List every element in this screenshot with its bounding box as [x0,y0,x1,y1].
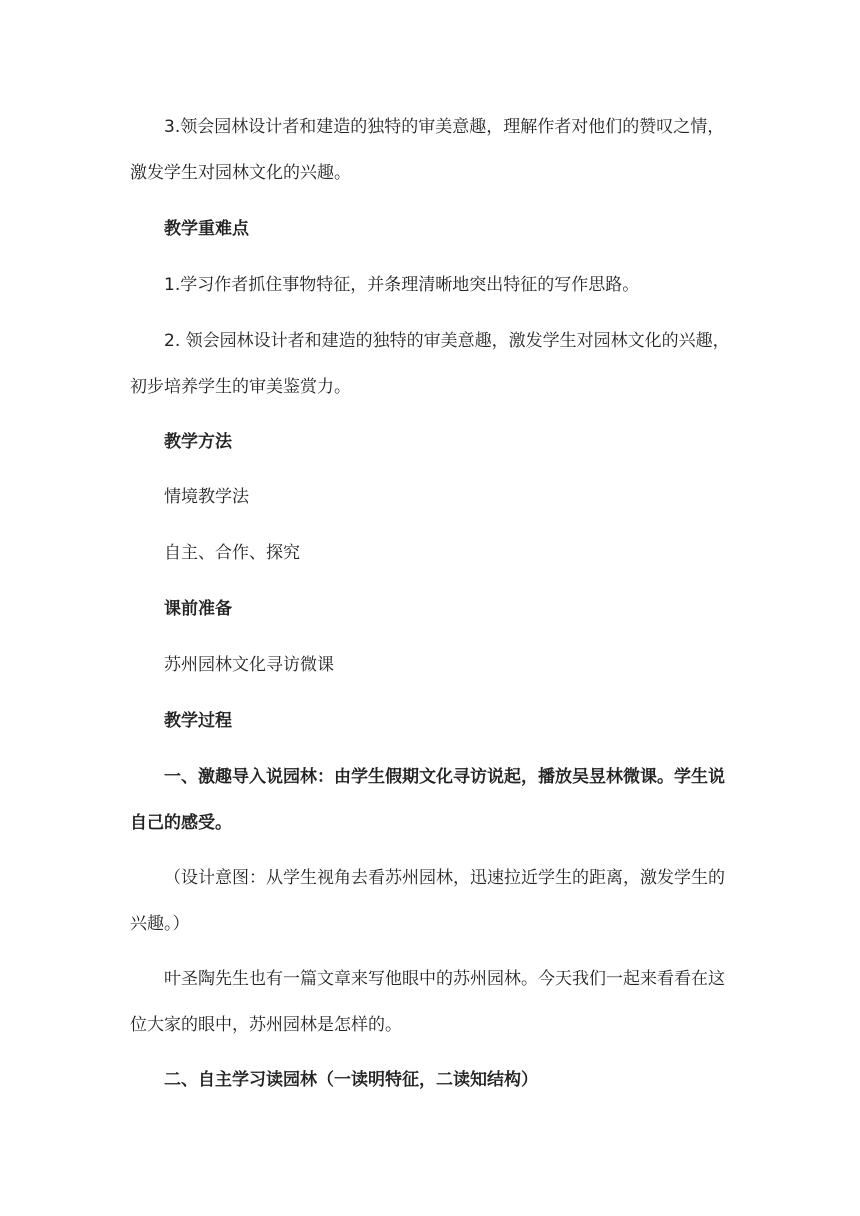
text-line: 3.领会园林设计者和建造的独特的审美意趣，理解作者对他们的赞叹之情， [164,117,725,137]
paragraph-method-2 [130,530,734,576]
text-line: 初步培养学生的审美鉴赏力。 [130,377,351,397]
text-line: 二、自主学习读园林（一读明特征，二读知结构） [164,1070,538,1090]
text-line: 激发学生对园林文化的兴趣。 [130,163,351,183]
paragraph-step-1 [130,754,734,846]
text-line: 一、激趣导入说园林：由学生假期文化寻访说起，播放吴昱林微课。学生说 [164,767,725,787]
text-line: 1.学习作者抓住事物特征，并条理清晰地突出特征的写作思路。 [164,275,640,295]
text-line: 兴趣。） [130,914,190,934]
text-line: （设计意图：从学生视角去看苏州园林，迅速拉近学生的距离，激发学生的 [164,868,725,888]
paragraph-step-2 [130,1057,734,1103]
heading-text: 教学过程 [164,711,232,731]
paragraph-method-1 [130,474,734,520]
text-line: 自己的感受。 [130,813,232,833]
text-line: 位大家的眼中，苏州园林是怎样的。 [130,1015,402,1035]
heading-methods [130,419,734,465]
paragraph-preparation-1 [130,642,734,688]
heading-key-points [130,206,734,252]
text-line: 苏州园林文化寻访微课 [164,655,334,675]
text-line: 情境教学法 [164,487,249,507]
heading-preparation [130,586,734,632]
heading-text: 教学方法 [164,432,232,452]
text-line: 自主、合作、探究 [164,543,300,563]
paragraph-design-intent [130,855,734,947]
heading-text: 教学重难点 [164,219,249,239]
paragraph-key-point-2 [130,318,734,410]
paragraph-key-point-1 [130,262,734,308]
paragraph-objective-3 [130,104,734,196]
text-line: 2. 领会园林设计者和建造的独特的审美意趣，激发学生对园林文化的兴趣， [164,331,730,351]
heading-text: 课前准备 [164,599,232,619]
paragraph-transition [130,956,734,1048]
heading-process [130,698,734,744]
text-line: 叶圣陶先生也有一篇文章来写他眼中的苏州园林。今天我们一起来看看在这 [164,969,725,989]
